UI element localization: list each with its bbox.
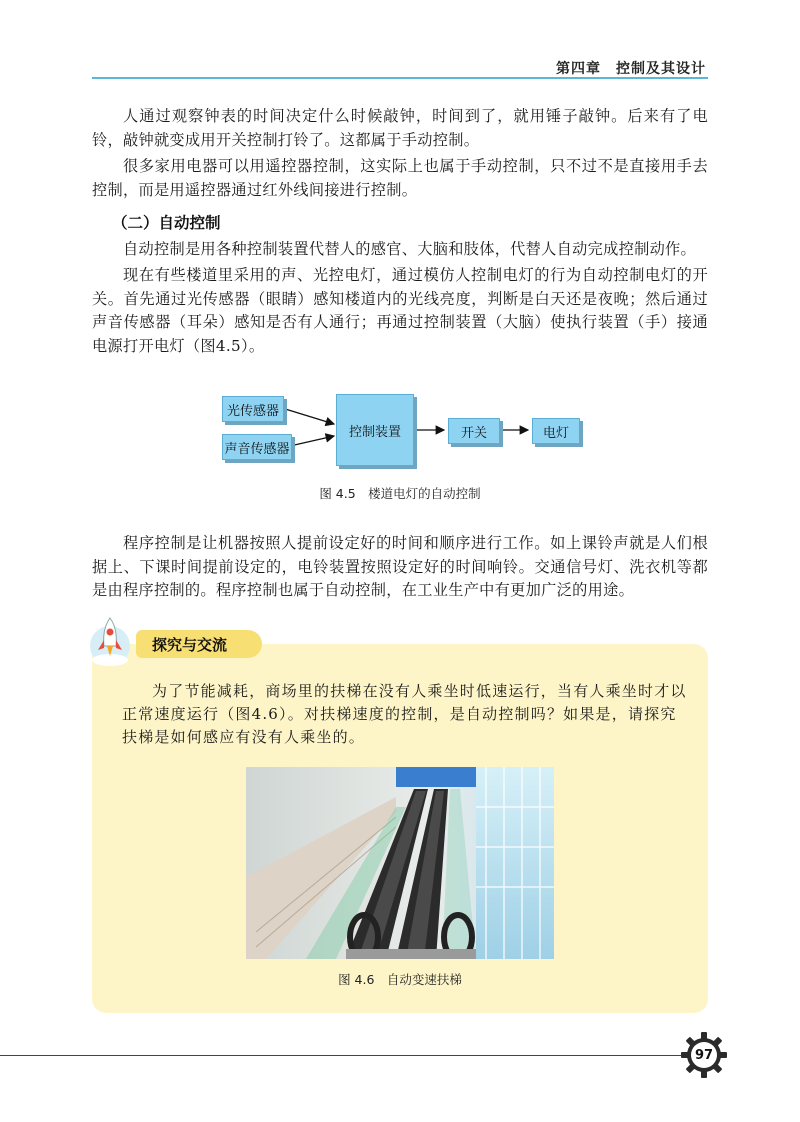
figure-4-6-caption: 图 4.6 自动变速扶梯	[338, 972, 462, 987]
header-divider	[92, 77, 708, 79]
paragraph-program-control: 程序控制是让机器按照人提前设定好的时间和顺序进行工作。如上课铃声就是人们根据上、下课时间提前设定的，电铃装置按照设定好的时间响铃。交通信号灯、洗衣机等都是由程序控制的。程序控制也属于自动控制，在工业生产中有更加广泛的用途。	[92, 534, 708, 600]
escalator-photo	[246, 767, 554, 959]
paragraph-auto-control-definition: 自动控制是用各种控制装置代替人的感官、大脑和肢体，代替人自动完成控制动作。	[123, 240, 697, 258]
explore-question-text: 为了节能减耗，商场里的扶梯在没有人乘坐时低速运行，当有人乘坐时才以正常速度运行（图4.6）。对扶梯速度的控制，是自动控制吗？如果是，请探究扶梯是如何感应有没有人乘坐的。	[122, 682, 687, 746]
rocket-icon	[82, 612, 140, 670]
footer-divider	[0, 1055, 688, 1056]
light-sensor-box: 光传感器	[222, 396, 284, 422]
lamp-box: 电灯	[532, 418, 580, 444]
controller-box: 控制装置	[336, 394, 414, 466]
figure-4-5-caption: 图 4.5 楼道电灯的自动控制	[319, 486, 481, 501]
paragraph-bell: 人通过观察钟表的时间决定什么时候敲钟，时间到了，就用锤子敲钟。后来有了电铃，敲钟就变成用开关控制打铃了。这都属于手动控制。	[92, 107, 708, 149]
page-number: 97	[694, 1047, 714, 1063]
arrow-sound-to-controller	[290, 436, 334, 446]
arrow-light-to-controller	[282, 408, 334, 424]
chapter-title: 第四章 控制及其设计	[556, 61, 706, 77]
paragraph-corridor-light: 现在有些楼道里采用的声、光控电灯，通过模仿人控制电灯的行为自动控制电灯的开关。首先通过光传感器（眼睛）感知楼道内的光线亮度，判断是白天还是夜晚；然后通过声音传感器（耳朵）感知是否有人通行；再通过控制装置（大脑）使执行装置（手）接通电源打开电灯（图4.5）。	[92, 266, 708, 355]
section-heading-auto-control: （二）自动控制	[112, 214, 221, 232]
paragraph-remote: 很多家用电器可以用遥控器控制，这实际上也属于手动控制，只不过不是直接用手去控制，而是用遥控器通过红外线间接进行控制。	[92, 157, 708, 199]
sound-sensor-box: 声音传感器	[222, 434, 292, 460]
switch-box: 开关	[448, 418, 500, 444]
explore-discuss-tab: 探究与交流	[136, 630, 262, 658]
control-flow-diagram	[200, 390, 600, 470]
